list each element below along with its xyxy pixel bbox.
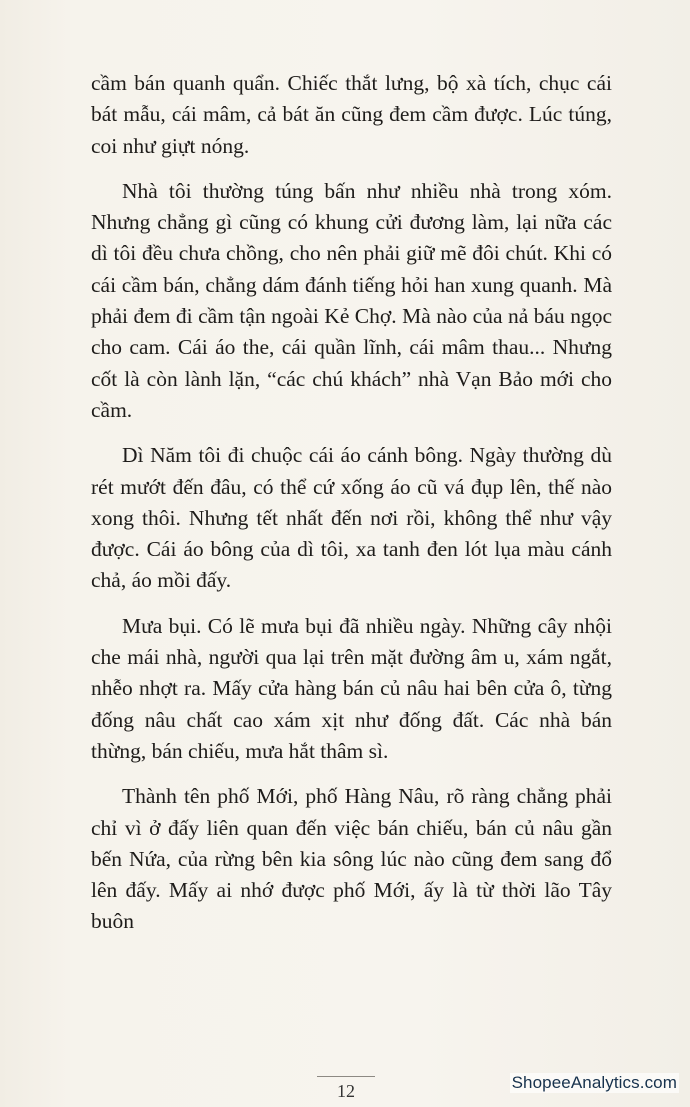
page-number-rule [317, 1076, 375, 1077]
paragraph-2: Nhà tôi thường túng bấn như nhiều nhà trong xóm. Nhưng chẳng gì cũng có khung cửi đương làm, lại nữa các dì tôi đều chưa chồng, cho nên phải giữ mẽ đôi chút. Khi có cái cầm bán, chẳng dám đánh tiếng hỏi han xung quanh. Mà phải đem đi cầm tận ngoài Kẻ Chợ. Mà nào của nả báu ngọc cho cam. Cái áo the, cái quần lĩnh, cái mâm thau... Nhưng cốt là còn lành lặn, “các chú khách” nhà Vạn Bảo mới cho cầm. [91, 178, 612, 422]
body-text [91, 68, 612, 952]
paragraph-5: Thành tên phố Mới, phố Hàng Nâu, rõ ràng chẳng phải chỉ vì ở đấy liên quan đến việc bán chiếu, bán củ nâu gần bến Nứa, của rừng bên kia sông lúc nào cũng đem sang đổ lên đấy. Mấy ai nhớ được phố Mới, ấy là từ thời lão Tây buôn [91, 784, 612, 934]
paragraph-1: cầm bán quanh quẩn. Chiếc thắt lưng, bộ xà tích, chục cái bát mẫu, cái mâm, cả bát ăn cũng đem cầm được. Lúc túng, coi như giựt nóng. [91, 71, 612, 158]
paragraph-3: Dì Năm tôi đi chuộc cái áo cánh bông. Ngày thường dù rét mướt đến đâu, có thể cứ xống áo cũ vá đụp lên, thế nào xong thôi. Nhưng tết nhất đến nơi rồi, không thể như vậy được. Cái áo bông của dì tôi, xa tanh đen lót lụa màu cánh chả, áo mồi đấy. [91, 443, 612, 593]
watermark-text: ShopeeAnalytics.com [511, 1073, 677, 1092]
paragraph-4: Mưa bụi. Có lẽ mưa bụi đã nhiều ngày. Những cây nhội che mái nhà, người qua lại trên mặt đường âm u, xám ngắt, nhễo nhợt ra. Mấy cửa hàng bán củ nâu hai bên cửa ô, từng đống nâu chất cao xám xịt như đống đất. Các nhà bán thừng, bán chiếu, mưa hắt thâm sì. [91, 613, 612, 763]
page-number: 12 [337, 1081, 355, 1101]
